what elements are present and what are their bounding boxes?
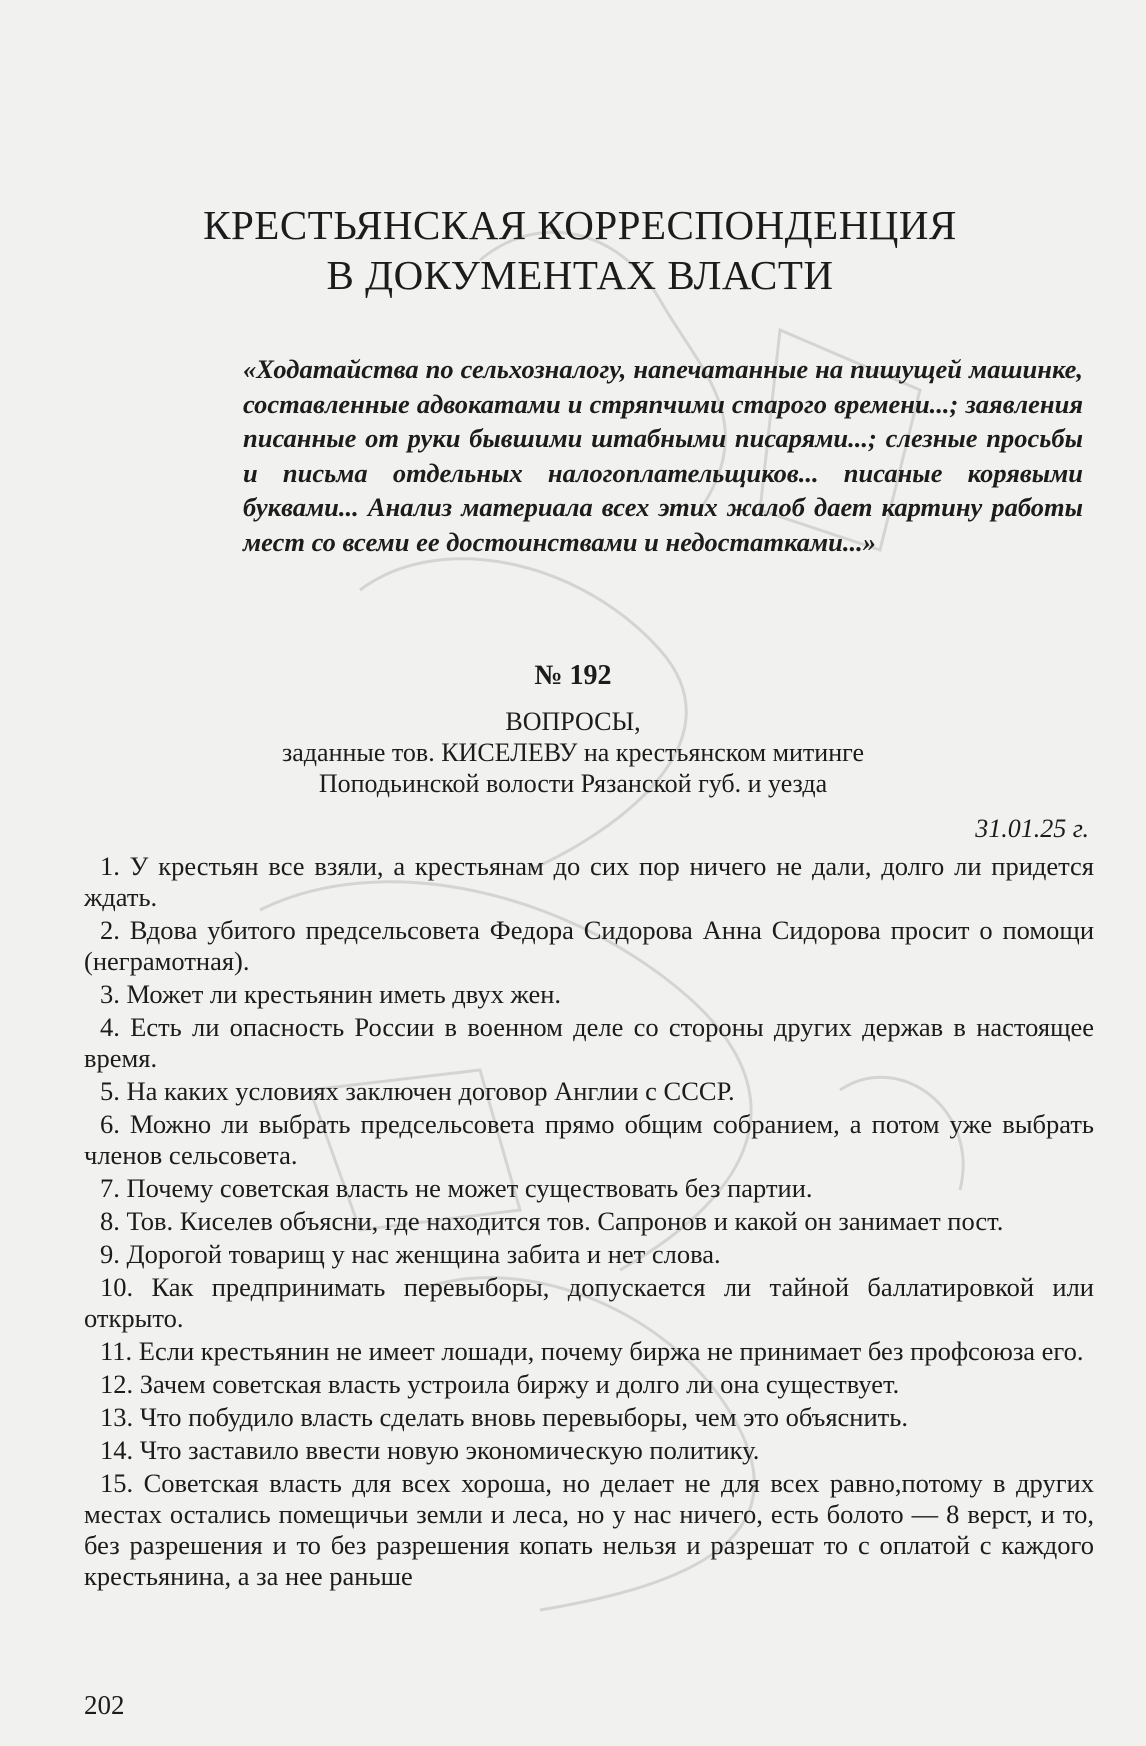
question-item: 7. Почему советская власть не может существовать без партии. <box>100 1173 813 1203</box>
document-heading-line-3: Поподьинской волости Рязанской губ. и уезда <box>318 769 828 798</box>
section-title-line-1: КРЕСТЬЯНСКАЯ КОРРЕСПОНДЕНЦИЯ <box>203 202 957 248</box>
document-heading-line-1: ВОПРОСЫ, <box>505 707 641 736</box>
question-item: 14. Что заставило ввести новую экономическую политику. <box>100 1435 760 1465</box>
question-item: 12. Зачем советская власть устроила биржу и долго ли она существует. <box>100 1369 900 1399</box>
section-title <box>120 200 1040 300</box>
page-number: 202 <box>84 1690 125 1720</box>
question-item: 2. Вдова убитого предсельсовета Федора Сидорова Анна Сидорова просит о помощи (неграмотная). <box>84 915 1094 976</box>
question-item: 3. Может ли крестьянин иметь двух жен. <box>100 979 562 1009</box>
questions-list <box>84 851 1094 1594</box>
question-item: 11. Если крестьянин не имеет лошади, почему биржа не принимает без профсоюза его. <box>100 1336 1084 1366</box>
document-date: 31.01.25 г. <box>975 814 1089 843</box>
section-title-line-2: В ДОКУМЕНТАХ ВЛАСТИ <box>326 252 834 298</box>
question-item: 9. Дорогой товарищ у нас женщина забита и нет слова. <box>100 1239 721 1269</box>
question-item: 6. Можно ли выбрать предсельсовета прямо общим собранием, а потом уже выбрать членов сельсовета. <box>84 1109 1094 1170</box>
epigraph-quote: «Ходатайства по сельхозналогу, напечатанные на пишущей машинке, составленные адвокатами и стряпчими старого времени...; заявления писанные от руки бывшими штабными писарями...; слезные просьбы и письма отдельных налогоплательщиков... писаные корявыми буквами... Анализ материала всех этих жалоб дает картину работы мест со всеми ее достоинствами и недостатками...» <box>243 354 1083 557</box>
question-item: 15. Советская власть для всех хороша, но делает не для всех равно,потому в других местах остались помещичьи земли и леса, но у нас ничего, есть болото — 8 верст, и то, без разрешения и то без разрешения копать нельзя и разрешат то с оплатой с каждого крестьянина, а за нее раньше <box>84 1468 1094 1591</box>
question-item: 13. Что побудило власть сделать вновь перевыборы, чем это объяснить. <box>100 1402 908 1432</box>
document-heading <box>0 706 1146 799</box>
document-heading-line-2: заданные тов. КИСЕЛЕВУ на крестьянском митинге <box>281 738 864 767</box>
document-number: № 192 <box>534 660 612 691</box>
question-item: 1. У крестьян все взяли, а крестьянам до сих пор ничего не дали, долго ли придется ждать. <box>84 851 1094 912</box>
question-item: 8. Тов. Киселев объясни, где находится тов. Сапронов и какой он занимает пост. <box>100 1206 1004 1236</box>
question-item: 4. Есть ли опасность России в военном деле со стороны других держав в настоящее время. <box>84 1012 1094 1073</box>
question-item: 5. На каких условиях заключен договор Англии с СССР. <box>100 1076 735 1106</box>
question-item: 10. Как предпринимать перевыборы, допускается ли тайной баллатировкой или открыто. <box>84 1272 1094 1333</box>
